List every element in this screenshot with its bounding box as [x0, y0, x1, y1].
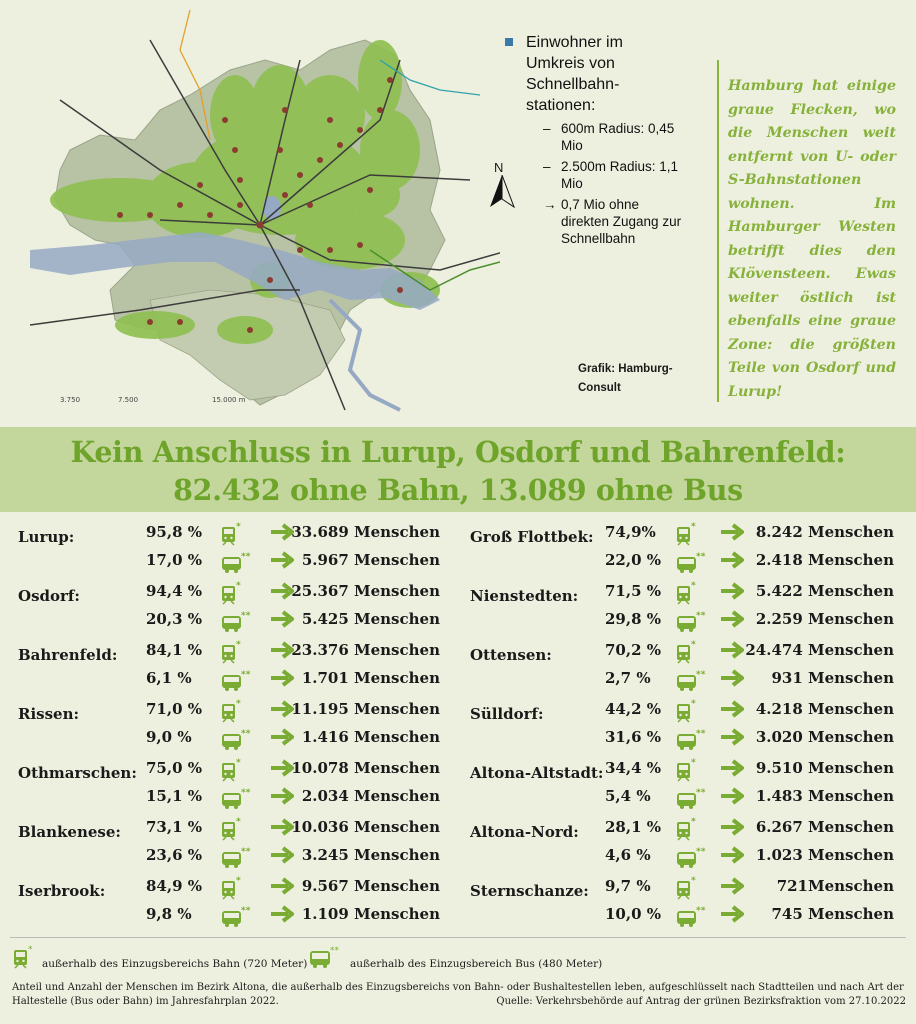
- bahn-value: 8.242 Menschen: [755, 523, 894, 541]
- district-row: [18, 522, 448, 587]
- bahn-row: [18, 700, 448, 724]
- bus-value: 2.259 Menschen: [755, 610, 894, 628]
- bahn-value: 721Menschen: [776, 877, 894, 895]
- footnote-description: Anteil und Anzahl der Menschen im Bezirk Altona, die außerhalb des Einzugsbereichs von Bahn- oder Bushaltestellen leben, aufgeschlüsselt nach Stadtteilen und nach Art der Haltestelle (Bus oder Bahn) im Jahresfahrplan 2022.: [12, 982, 904, 1007]
- bahn-value: 5.422 Menschen: [755, 582, 894, 600]
- district-name: Lurup:: [18, 528, 75, 546]
- legend-item: [543, 120, 710, 154]
- bahn-value: 24.474 Menschen: [745, 641, 894, 659]
- bus-row: [18, 669, 448, 693]
- map-panel: [0, 0, 916, 420]
- district-name: Osdorf:: [18, 587, 80, 605]
- bahn-row: [18, 818, 448, 842]
- bahn-value: 33.689 Menschen: [291, 523, 440, 541]
- bus-icon: [220, 549, 251, 573]
- svg-text:**: **: [696, 729, 706, 739]
- bus-row: [18, 728, 448, 752]
- svg-text:*: *: [236, 817, 241, 827]
- legend-item-text: 0,7 Mio ohne direkten Zugang zur Schnellbahn: [561, 197, 682, 246]
- bahn-row: [18, 523, 448, 547]
- bahn-percent: 28,1 %: [605, 818, 662, 836]
- map-legend: [505, 32, 710, 247]
- bus-row: [470, 610, 900, 634]
- svg-text:*: *: [236, 522, 241, 532]
- footnote-source: Quelle: Verkehrsbehörde auf Antrag der grünen Bezirksfraktion vom 27.10.2022: [496, 995, 906, 1007]
- bahn-percent: 94,4 %: [146, 582, 203, 600]
- svg-text:**: **: [696, 847, 706, 857]
- bus-percent: 20,3 %: [146, 610, 203, 628]
- bahn-row: [18, 759, 448, 783]
- train-icon: [675, 580, 699, 604]
- scale-label-2: 7.500: [118, 396, 139, 404]
- bus-value: 1.701 Menschen: [301, 669, 440, 687]
- bus-row: [18, 846, 448, 870]
- district-row: [470, 699, 900, 764]
- district-table: [0, 514, 916, 934]
- bahn-value: 25.367 Menschen: [291, 582, 440, 600]
- bus-value: 5.425 Menschen: [301, 610, 440, 628]
- district-name: Sternschanze:: [470, 882, 589, 900]
- bus-row: [470, 728, 900, 752]
- district-name: Rissen:: [18, 705, 80, 723]
- bahn-value: 4.218 Menschen: [755, 700, 894, 718]
- bus-row: [18, 787, 448, 811]
- bahn-percent: 84,9 %: [146, 877, 203, 895]
- district-row: [470, 817, 900, 882]
- district-name: Blankenese:: [18, 823, 121, 841]
- bus-percent: 6,1 %: [146, 669, 192, 687]
- bahn-value: 10.078 Menschen: [291, 759, 440, 777]
- bus-value: 1.416 Menschen: [301, 728, 440, 746]
- bahn-percent: 95,8 %: [146, 523, 203, 541]
- bahn-percent: 70,2 %: [605, 641, 662, 659]
- bus-percent: 23,6 %: [146, 846, 203, 864]
- bahn-percent: 84,1 %: [146, 641, 203, 659]
- bus-percent: 4,6 %: [605, 846, 651, 864]
- bus-icon: [220, 608, 251, 632]
- bus-icon: [675, 903, 706, 927]
- bus-icon: [220, 726, 251, 750]
- bus-value: 3.245 Menschen: [301, 846, 440, 864]
- bus-value: 3.020 Menschen: [755, 728, 894, 746]
- bus-value: 1.023 Menschen: [755, 846, 894, 864]
- bus-row: [470, 846, 900, 870]
- legend-bus: [308, 944, 602, 970]
- bus-row: [18, 551, 448, 575]
- train-icon: [675, 757, 699, 781]
- train-icon: [675, 698, 699, 722]
- district-name: Sülldorf:: [470, 705, 544, 723]
- train-icon: [220, 521, 244, 545]
- svg-text:**: **: [696, 788, 706, 798]
- bus-value: 2.034 Menschen: [301, 787, 440, 805]
- legend-title: Einwohner im Umkreis von Schnellbahn-stationen:: [526, 34, 623, 114]
- bahn-row: [470, 759, 900, 783]
- bus-percent: 22,0 %: [605, 551, 662, 569]
- bahn-value: 10.036 Menschen: [291, 818, 440, 836]
- bus-icon: [675, 667, 706, 691]
- district-row: [18, 758, 448, 823]
- legend-item: [543, 158, 710, 192]
- district-name: Altona-Nord:: [470, 823, 579, 841]
- legend-bahn: [12, 944, 307, 970]
- bus-row: [470, 787, 900, 811]
- bus-icon: [220, 903, 251, 927]
- train-icon: [220, 639, 244, 663]
- legend-item-text: 2.500m Radius: 1,1 Mio: [561, 159, 679, 191]
- bahn-row: [18, 877, 448, 901]
- bus-value: 745 Menschen: [771, 905, 894, 923]
- bahn-value: 9.510 Menschen: [755, 759, 894, 777]
- svg-text:**: **: [241, 788, 251, 798]
- svg-text:*: *: [236, 758, 241, 768]
- quote-text: Hamburg hat einige graue Flecken, wo die Menschen weit entfernt von U- oder S-Bahnstationen wohnen. Im Hamburger Westen betrifft dies den Klövensteen. Ewas weiter östlich ist ebenfalls eine graue Zone: die größten Teile von Osdorf und Lurup!: [728, 78, 896, 400]
- bahn-percent: 9,7 %: [605, 877, 651, 895]
- bus-icon: [308, 944, 342, 970]
- scale-label-3: 15.000 m: [212, 396, 246, 404]
- bus-percent: 5,4 %: [605, 787, 651, 805]
- bahn-row: [470, 700, 900, 724]
- svg-text:**: **: [241, 670, 251, 680]
- svg-text:*: *: [691, 522, 696, 532]
- svg-text:**: **: [696, 670, 706, 680]
- svg-text:**: **: [241, 552, 251, 562]
- bus-value: 5.967 Menschen: [301, 551, 440, 569]
- train-icon: [220, 816, 244, 840]
- bus-percent: 9,8 %: [146, 905, 192, 923]
- quote-divider: [717, 60, 719, 402]
- hamburg-map: [0, 0, 500, 420]
- svg-text:**: **: [241, 611, 251, 621]
- bahn-percent: 44,2 %: [605, 700, 662, 718]
- bahn-row: [470, 877, 900, 901]
- bahn-value: 6.267 Menschen: [755, 818, 894, 836]
- district-row: [18, 640, 448, 705]
- district-row: [18, 817, 448, 882]
- district-name: Nienstedten:: [470, 587, 579, 605]
- bahn-row: [470, 641, 900, 665]
- svg-text:**: **: [330, 946, 339, 956]
- svg-text:**: **: [696, 906, 706, 916]
- north-arrow-icon: [487, 175, 517, 225]
- svg-text:*: *: [236, 699, 241, 709]
- district-name: Groß Flottbek:: [470, 528, 594, 546]
- legend-item-text: 600m Radius: 0,45 Mio: [561, 121, 675, 153]
- svg-text:*: *: [691, 758, 696, 768]
- bahn-row: [470, 818, 900, 842]
- city-area-south: [150, 290, 345, 400]
- svg-text:*: *: [28, 945, 33, 955]
- svg-text:**: **: [696, 611, 706, 621]
- divider: [10, 937, 906, 938]
- scale-label-1: 3.750: [60, 396, 81, 404]
- district-name: Iserbrook:: [18, 882, 106, 900]
- district-name: Bahrenfeld:: [18, 646, 118, 664]
- svg-text:**: **: [241, 906, 251, 916]
- bus-row: [18, 905, 448, 929]
- district-row: [470, 640, 900, 705]
- bahn-percent: 71,5 %: [605, 582, 662, 600]
- bahn-row: [18, 582, 448, 606]
- train-icon: [675, 639, 699, 663]
- map-credit: Grafik: Hamburg-Consult: [578, 363, 673, 394]
- district-row: [470, 522, 900, 587]
- bus-percent: 2,7 %: [605, 669, 651, 687]
- bus-icon: [675, 785, 706, 809]
- district-row: [18, 876, 448, 941]
- svg-text:*: *: [691, 640, 696, 650]
- dash-icon: –: [543, 121, 551, 136]
- bus-value: 1.109 Menschen: [301, 905, 440, 923]
- district-name: Othmarschen:: [18, 764, 137, 782]
- legend-item: [543, 196, 710, 247]
- north-label: N: [494, 160, 504, 175]
- svg-text:*: *: [236, 640, 241, 650]
- svg-text:**: **: [241, 847, 251, 857]
- district-row: [470, 758, 900, 823]
- train-icon: [675, 521, 699, 545]
- bus-icon: [220, 667, 251, 691]
- bahn-percent: 75,0 %: [146, 759, 203, 777]
- bahn-percent: 73,1 %: [146, 818, 203, 836]
- bahn-percent: 74,9%: [605, 523, 656, 541]
- svg-text:*: *: [691, 699, 696, 709]
- train-icon: [12, 944, 34, 970]
- svg-text:*: *: [691, 876, 696, 886]
- bus-value: 1.483 Menschen: [755, 787, 894, 805]
- bus-icon: [675, 549, 706, 573]
- bus-percent: 31,6 %: [605, 728, 662, 746]
- legend-square-icon: [505, 38, 513, 46]
- bus-row: [18, 610, 448, 634]
- bahn-percent: 34,4 %: [605, 759, 662, 777]
- district-row: [18, 699, 448, 764]
- bus-icon: [220, 844, 251, 868]
- svg-text:**: **: [241, 729, 251, 739]
- right-column: [470, 522, 900, 941]
- legend-bahn-text: außerhalb des Einzugsbereichs Bahn (720 Meter): [42, 958, 308, 970]
- bus-value: 2.418 Menschen: [755, 551, 894, 569]
- left-column: [18, 522, 448, 941]
- bus-icon: [675, 844, 706, 868]
- bus-percent: 29,8 %: [605, 610, 662, 628]
- headline-line-2: 82.432 ohne Bahn, 13.089 ohne Bus: [173, 473, 743, 507]
- bus-percent: 15,1 %: [146, 787, 203, 805]
- bus-value: 931 Menschen: [771, 669, 894, 687]
- train-icon: [220, 875, 244, 899]
- train-icon: [675, 875, 699, 899]
- bus-percent: 17,0 %: [146, 551, 203, 569]
- bahn-value: 11.195 Menschen: [291, 700, 440, 718]
- headline-line-1: Kein Anschluss in Lurup, Osdorf und Bahrenfeld:: [70, 435, 846, 469]
- headline-banner: [0, 427, 916, 512]
- train-icon: [220, 580, 244, 604]
- arrow-icon: →: [543, 197, 557, 212]
- bus-icon: [675, 608, 706, 632]
- district-row: [470, 876, 900, 941]
- dash-icon: –: [543, 159, 551, 174]
- district-name: Ottensen:: [470, 646, 552, 664]
- svg-text:*: *: [691, 581, 696, 591]
- district-row: [470, 581, 900, 646]
- bus-percent: 9,0 %: [146, 728, 192, 746]
- bahn-percent: 71,0 %: [146, 700, 203, 718]
- bus-row: [470, 905, 900, 929]
- bahn-value: 23.376 Menschen: [291, 641, 440, 659]
- bus-row: [470, 551, 900, 575]
- bus-percent: 10,0 %: [605, 905, 662, 923]
- bahn-row: [470, 523, 900, 547]
- svg-text:*: *: [236, 581, 241, 591]
- bahn-value: 9.567 Menschen: [301, 877, 440, 895]
- district-name: Altona-Altstadt:: [470, 764, 604, 782]
- svg-text:*: *: [691, 817, 696, 827]
- train-icon: [220, 757, 244, 781]
- train-icon: [220, 698, 244, 722]
- district-row: [18, 581, 448, 646]
- bahn-row: [18, 641, 448, 665]
- svg-text:**: **: [696, 552, 706, 562]
- train-icon: [675, 816, 699, 840]
- bahn-row: [470, 582, 900, 606]
- bus-row: [470, 669, 900, 693]
- bus-icon: [220, 785, 251, 809]
- legend-bus-text: außerhalb des Einzugsbereich Bus (480 Meter): [350, 958, 603, 970]
- svg-text:*: *: [236, 876, 241, 886]
- bus-icon: [675, 726, 706, 750]
